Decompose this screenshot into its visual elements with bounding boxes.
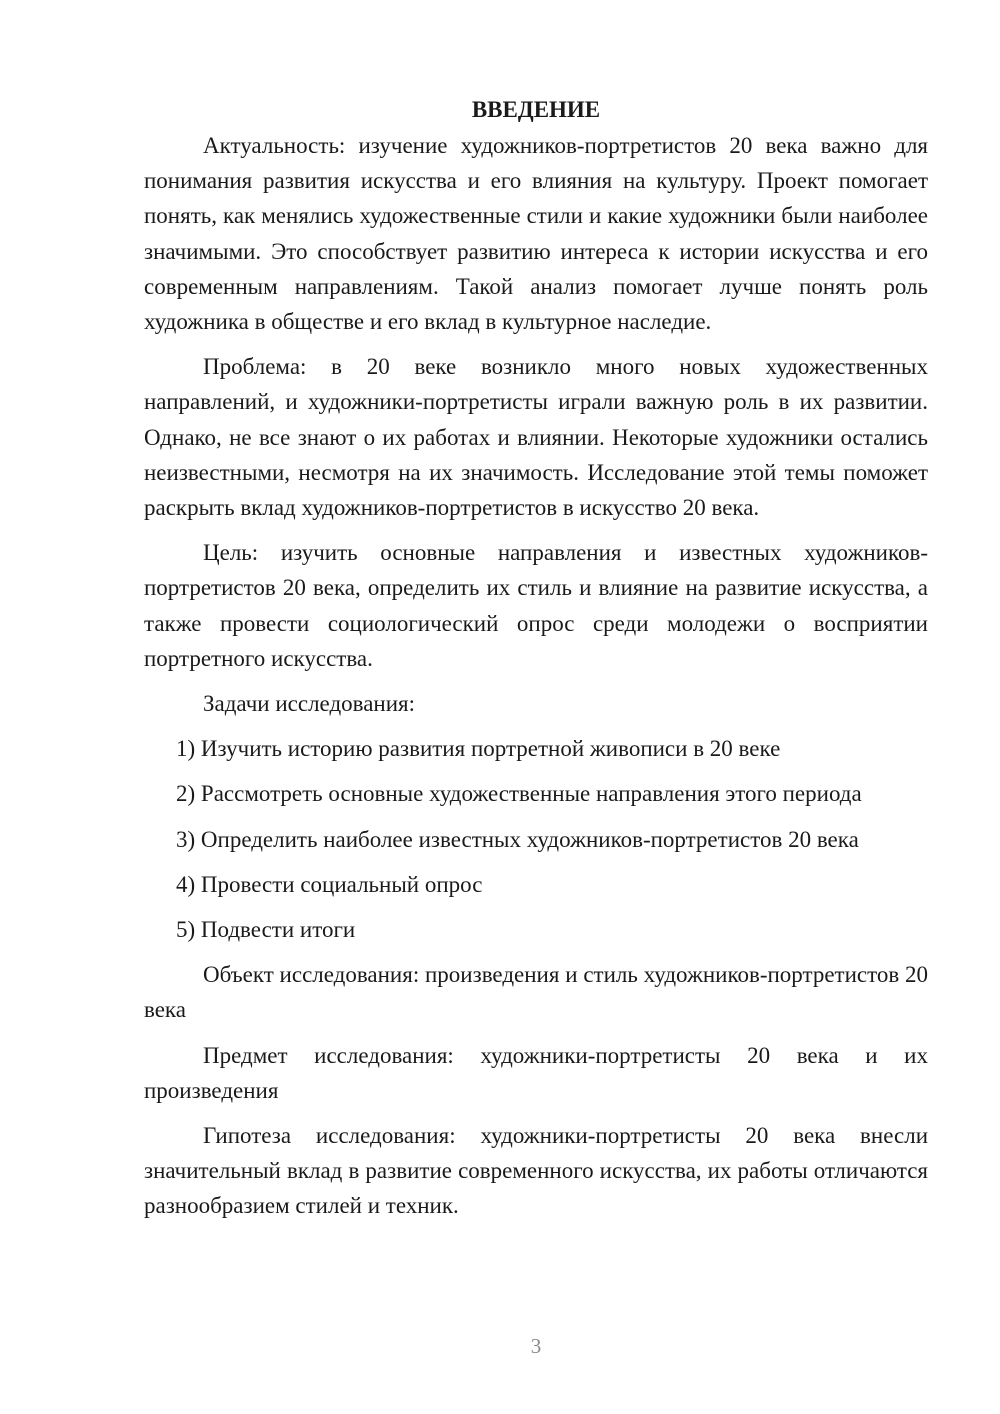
- list-item: 3) Определить наиболее известных художников-портретистов 20 века: [176, 826, 859, 852]
- subject-paragraph: Предмет исследования: художники-портретисты 20 века и их произведения: [144, 1042, 928, 1103]
- hypothesis-paragraph: Гипотеза исследования: художники-портретисты 20 века внесли значительный вклад в развитие современного искусства, их работы отличаются разнообразием стилей и техник.: [144, 1123, 928, 1219]
- list-item: 2) Рассмотреть основные художественные направления этого периода: [176, 781, 862, 807]
- page-number: 3: [530, 1334, 542, 1358]
- text-column: [144, 92, 928, 1234]
- list-item: 4) Провести социальный опрос: [176, 871, 483, 897]
- list-item: 5) Подвести итоги: [176, 917, 356, 943]
- relevance-paragraph: Актуальность: изучение художников-портретистов 20 века важно для понимания развития искусства и его влияния на культуру. Проект помогает понять, как менялись художественные стили и какие художники были наиболее значимыми. Это способствует развитию интереса к истории искусства и его современным направлениям. Такой анализ помогает лучше понять роль художника в обществе и его вклад в культурное наследие.: [144, 133, 928, 335]
- object-paragraph: Объект исследования: произведения и стиль художников-портретистов 20 века: [144, 962, 928, 1023]
- page-title: ВВЕДЕНИЕ: [471, 97, 601, 122]
- tasks-title: Задачи исследования:: [203, 691, 416, 717]
- goal-paragraph: Цель: изучить основные направления и известных художников-портретистов 20 века, определить их стиль и влияние на развитие искусства, а также провести социологический опрос среди молодежи о восприятии портретного искусства.: [144, 540, 928, 671]
- problem-paragraph: Проблема: в 20 веке возникло много новых художественных направлений, и художники-портретисты играли важную роль в их развитии. Однако, не все знают о их работах и влиянии. Некоторые художники остались неизвестными, несмотря на их значимость. Исследование этой темы поможет раскрыть вклад художников-портретистов в искусство 20 века.: [144, 354, 928, 521]
- tasks-list: [144, 731, 928, 947]
- list-item: 1) Изучить историю развития портретной живописи в 20 веке: [176, 736, 781, 762]
